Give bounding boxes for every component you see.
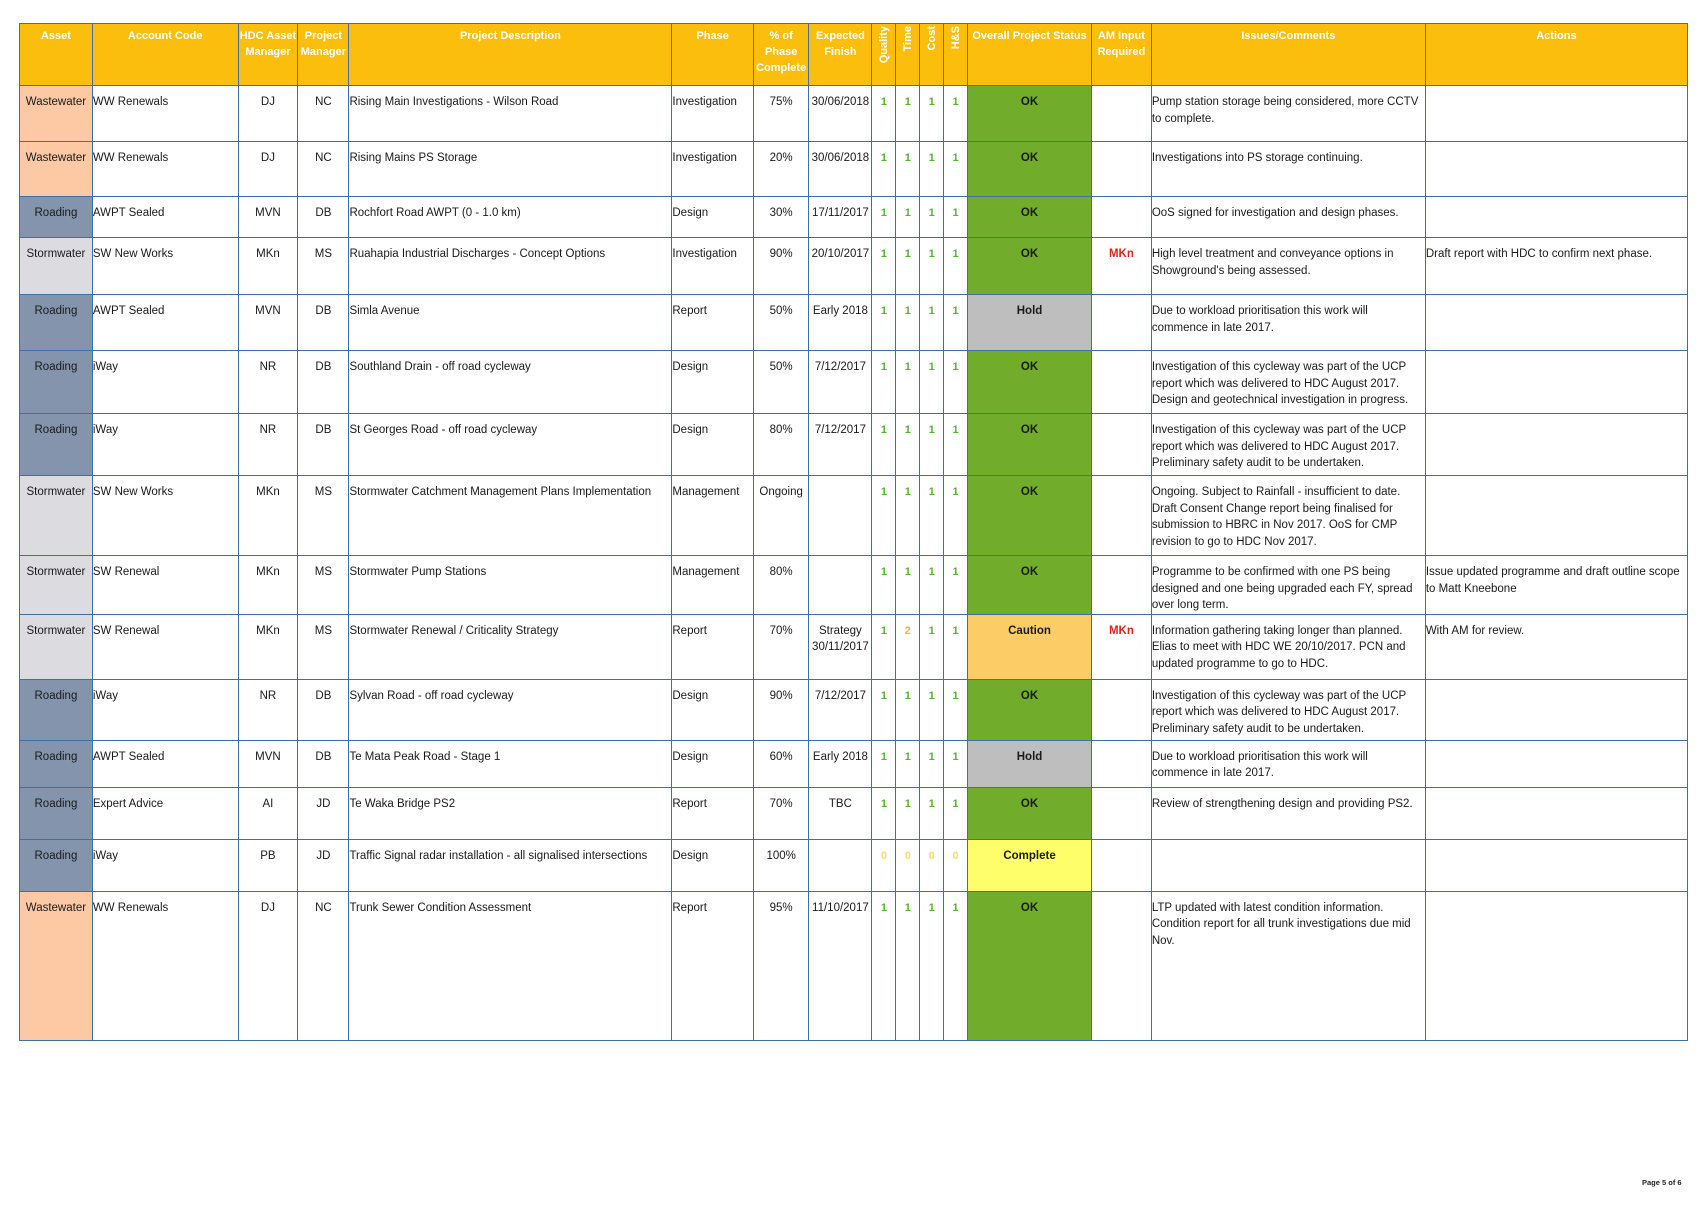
cell-quality-rating: 1: [872, 238, 896, 295]
cell-hdc-asset-manager: AI: [238, 787, 298, 839]
cell-project-manager: MS: [298, 614, 349, 679]
cell-phase: Report: [672, 614, 754, 679]
cell-cost-rating: 1: [920, 891, 944, 1040]
cell-actions: [1425, 679, 1687, 740]
header-time: [896, 24, 920, 86]
cell-asset: Roading: [20, 839, 93, 891]
cell-time-rating: 1: [896, 414, 920, 476]
cell-asset: Roading: [20, 740, 93, 787]
cell-phase: Investigation: [672, 86, 754, 142]
cell-issues: Pump station storage being considered, more CCTV to complete.: [1151, 86, 1425, 142]
cell-project-manager: DB: [298, 679, 349, 740]
cell-am-input: [1092, 414, 1152, 476]
table-row: [20, 476, 1688, 556]
cell-cost-rating: 1: [920, 295, 944, 351]
cell-percent-complete: 75%: [753, 86, 808, 142]
cell-percent-complete: 50%: [753, 351, 808, 414]
header-row: [20, 24, 1688, 86]
cell-actions: [1425, 295, 1687, 351]
cell-issues: [1151, 839, 1425, 891]
cell-am-input: [1092, 740, 1152, 787]
cell-am-input: [1092, 351, 1152, 414]
cell-project-description: Te Mata Peak Road - Stage 1: [349, 740, 672, 787]
cell-overall-status: OK: [968, 238, 1092, 295]
cell-time-rating: 1: [896, 679, 920, 740]
cell-actions: [1425, 351, 1687, 414]
cell-phase: Design: [672, 839, 754, 891]
header-am-input: AM Input Required: [1092, 24, 1152, 86]
cell-expected-finish: [809, 839, 872, 891]
cell-hdc-asset-manager: PB: [238, 839, 298, 891]
cell-hs-rating: 1: [944, 197, 968, 238]
cell-issues: Due to workload prioritisation this work will commence in late 2017.: [1151, 740, 1425, 787]
cell-account-code: iWay: [92, 414, 238, 476]
header-hs: [944, 24, 968, 86]
cell-project-description: Southland Drain - off road cycleway: [349, 351, 672, 414]
cell-cost-rating: 1: [920, 787, 944, 839]
cell-actions: [1425, 839, 1687, 891]
cell-overall-status: Caution: [968, 614, 1092, 679]
cell-quality-rating: 1: [872, 787, 896, 839]
cell-asset: Wastewater: [20, 86, 93, 142]
cell-hdc-asset-manager: DJ: [238, 142, 298, 197]
cell-actions: [1425, 86, 1687, 142]
cell-percent-complete: 60%: [753, 740, 808, 787]
cell-project-description: St Georges Road - off road cycleway: [349, 414, 672, 476]
cell-overall-status: OK: [968, 142, 1092, 197]
table-row: [20, 197, 1688, 238]
cell-account-code: iWay: [92, 679, 238, 740]
cell-hdc-asset-manager: NR: [238, 414, 298, 476]
cell-actions: [1425, 476, 1687, 556]
cell-cost-rating: 1: [920, 142, 944, 197]
cell-project-manager: DB: [298, 197, 349, 238]
header-overall-status: Overall Project Status: [968, 24, 1092, 86]
cell-hs-rating: 1: [944, 295, 968, 351]
cell-phase: Management: [672, 556, 754, 615]
cell-phase: Design: [672, 679, 754, 740]
cell-percent-complete: 90%: [753, 238, 808, 295]
cell-am-input: [1092, 891, 1152, 1040]
header-hdc-asset-manager: HDC Asset Manager: [238, 24, 298, 86]
cell-project-manager: DB: [298, 414, 349, 476]
cell-project-manager: NC: [298, 891, 349, 1040]
cell-expected-finish: Early 2018: [809, 295, 872, 351]
cell-phase: Management: [672, 476, 754, 556]
cell-overall-status: Hold: [968, 295, 1092, 351]
cell-time-rating: 1: [896, 787, 920, 839]
table-row: [20, 414, 1688, 476]
cell-am-input: [1092, 197, 1152, 238]
cell-time-rating: 1: [896, 740, 920, 787]
cell-asset: Roading: [20, 787, 93, 839]
cell-expected-finish: Strategy 30/11/2017: [809, 614, 872, 679]
cell-quality-rating: 1: [872, 86, 896, 142]
cell-hs-rating: 1: [944, 476, 968, 556]
cell-quality-rating: 1: [872, 351, 896, 414]
page-number: Page 5 of 6: [1642, 1178, 1682, 1187]
cell-overall-status: Hold: [968, 740, 1092, 787]
cell-actions: Issue updated programme and draft outline scope to Matt Kneebone: [1425, 556, 1687, 615]
cell-quality-rating: 1: [872, 891, 896, 1040]
cell-phase: Report: [672, 891, 754, 1040]
header-asset: Asset: [20, 24, 93, 86]
cell-asset: Stormwater: [20, 476, 93, 556]
header-phase: Phase: [672, 24, 754, 86]
table-row: [20, 86, 1688, 142]
cell-time-rating: 1: [896, 142, 920, 197]
cell-quality-rating: 1: [872, 614, 896, 679]
cell-phase: Investigation: [672, 238, 754, 295]
cell-expected-finish: 17/11/2017: [809, 197, 872, 238]
cell-account-code: WW Renewals: [92, 891, 238, 1040]
cell-asset: Wastewater: [20, 891, 93, 1040]
project-status-table: [19, 23, 1688, 1041]
cell-percent-complete: 90%: [753, 679, 808, 740]
cell-expected-finish: Early 2018: [809, 740, 872, 787]
cell-hdc-asset-manager: NR: [238, 351, 298, 414]
cell-asset: Stormwater: [20, 238, 93, 295]
cell-asset: Roading: [20, 414, 93, 476]
cell-account-code: AWPT Sealed: [92, 197, 238, 238]
cell-issues: Investigation of this cycleway was part of the UCP report which was delivered to HDC August 2017. Preliminary safety audit to be undertaken.: [1151, 414, 1425, 476]
cell-hdc-asset-manager: MKn: [238, 556, 298, 615]
cell-quality-rating: 1: [872, 414, 896, 476]
cell-cost-rating: 1: [920, 614, 944, 679]
cell-hs-rating: 1: [944, 891, 968, 1040]
cell-project-manager: NC: [298, 142, 349, 197]
cell-phase: Design: [672, 351, 754, 414]
cell-quality-rating: 1: [872, 679, 896, 740]
cell-hdc-asset-manager: DJ: [238, 86, 298, 142]
cell-am-input: MKn: [1092, 614, 1152, 679]
cell-actions: Draft report with HDC to confirm next phase.: [1425, 238, 1687, 295]
cell-quality-rating: 0: [872, 839, 896, 891]
cell-issues: Investigations into PS storage continuing.: [1151, 142, 1425, 197]
cell-project-description: Simla Avenue: [349, 295, 672, 351]
header-time-label: Time: [901, 26, 914, 52]
cell-hs-rating: 1: [944, 740, 968, 787]
cell-issues: OoS signed for investigation and design phases.: [1151, 197, 1425, 238]
cell-cost-rating: 1: [920, 679, 944, 740]
cell-issues: Programme to be confirmed with one PS being designed and one being upgraded each FY, spread over long term.: [1151, 556, 1425, 615]
table-row: [20, 679, 1688, 740]
cell-time-rating: 1: [896, 476, 920, 556]
cell-overall-status: OK: [968, 679, 1092, 740]
table-row: [20, 839, 1688, 891]
cell-account-code: SW Renewal: [92, 614, 238, 679]
cell-issues: High level treatment and conveyance options in Showground's being assessed.: [1151, 238, 1425, 295]
cell-hs-rating: 1: [944, 142, 968, 197]
cell-am-input: [1092, 839, 1152, 891]
cell-asset: Roading: [20, 351, 93, 414]
cell-phase: Design: [672, 740, 754, 787]
table-row: [20, 142, 1688, 197]
cell-expected-finish: 20/10/2017: [809, 238, 872, 295]
header-expected-finish: Expected Finish: [809, 24, 872, 86]
cell-expected-finish: 7/12/2017: [809, 351, 872, 414]
cell-project-manager: MS: [298, 556, 349, 615]
cell-project-description: Stormwater Renewal / Criticality Strategy: [349, 614, 672, 679]
cell-percent-complete: 70%: [753, 787, 808, 839]
cell-phase: Design: [672, 197, 754, 238]
cell-time-rating: 2: [896, 614, 920, 679]
cell-project-description: Sylvan Road - off road cycleway: [349, 679, 672, 740]
cell-asset: Roading: [20, 295, 93, 351]
cell-project-description: Rising Main Investigations - Wilson Road: [349, 86, 672, 142]
cell-actions: [1425, 414, 1687, 476]
cell-am-input: [1092, 86, 1152, 142]
cell-actions: [1425, 740, 1687, 787]
cell-hs-rating: 1: [944, 556, 968, 615]
cell-percent-complete: Ongoing: [753, 476, 808, 556]
cell-hdc-asset-manager: MVN: [238, 740, 298, 787]
cell-actions: [1425, 787, 1687, 839]
cell-time-rating: 1: [896, 891, 920, 1040]
cell-cost-rating: 1: [920, 86, 944, 142]
cell-time-rating: 1: [896, 86, 920, 142]
cell-overall-status: OK: [968, 891, 1092, 1040]
cell-account-code: Expert Advice: [92, 787, 238, 839]
cell-am-input: [1092, 295, 1152, 351]
cell-am-input: [1092, 679, 1152, 740]
cell-account-code: SW Renewal: [92, 556, 238, 615]
cell-actions: With AM for review.: [1425, 614, 1687, 679]
cell-project-description: Ruahapia Industrial Discharges - Concept Options: [349, 238, 672, 295]
cell-asset: Roading: [20, 679, 93, 740]
table-row: [20, 556, 1688, 615]
cell-phase: Report: [672, 787, 754, 839]
cell-percent-complete: 80%: [753, 556, 808, 615]
cell-cost-rating: 1: [920, 556, 944, 615]
cell-hs-rating: 1: [944, 351, 968, 414]
cell-expected-finish: 30/06/2018: [809, 142, 872, 197]
cell-phase: Investigation: [672, 142, 754, 197]
cell-expected-finish: [809, 556, 872, 615]
cell-account-code: AWPT Sealed: [92, 295, 238, 351]
cell-account-code: WW Renewals: [92, 142, 238, 197]
cell-project-description: Te Waka Bridge PS2: [349, 787, 672, 839]
cell-overall-status: OK: [968, 476, 1092, 556]
cell-percent-complete: 50%: [753, 295, 808, 351]
cell-hdc-asset-manager: MKn: [238, 614, 298, 679]
cell-quality-rating: 1: [872, 740, 896, 787]
cell-account-code: iWay: [92, 351, 238, 414]
cell-hs-rating: 1: [944, 614, 968, 679]
cell-quality-rating: 1: [872, 476, 896, 556]
cell-overall-status: OK: [968, 556, 1092, 615]
table-row: [20, 740, 1688, 787]
cell-overall-status: OK: [968, 197, 1092, 238]
cell-actions: [1425, 891, 1687, 1040]
cell-hdc-asset-manager: MVN: [238, 197, 298, 238]
cell-issues: Investigation of this cycleway was part of the UCP report which was delivered to HDC August 2017. Preliminary safety audit to be undertaken.: [1151, 679, 1425, 740]
cell-project-description: Stormwater Catchment Management Plans Implementation: [349, 476, 672, 556]
cell-time-rating: 1: [896, 238, 920, 295]
cell-overall-status: Complete: [968, 839, 1092, 891]
cell-project-manager: NC: [298, 86, 349, 142]
header-actions: Actions: [1425, 24, 1687, 86]
cell-overall-status: OK: [968, 351, 1092, 414]
header-quality: [872, 24, 896, 86]
cell-asset: Stormwater: [20, 614, 93, 679]
cell-project-manager: DB: [298, 351, 349, 414]
cell-overall-status: OK: [968, 787, 1092, 839]
table-row: [20, 238, 1688, 295]
cell-project-description: Stormwater Pump Stations: [349, 556, 672, 615]
cell-am-input: [1092, 787, 1152, 839]
cell-percent-complete: 100%: [753, 839, 808, 891]
cell-cost-rating: 1: [920, 351, 944, 414]
cell-time-rating: 1: [896, 197, 920, 238]
table-row: [20, 787, 1688, 839]
cell-project-manager: MS: [298, 476, 349, 556]
cell-cost-rating: 1: [920, 238, 944, 295]
cell-expected-finish: [809, 476, 872, 556]
header-quality-label: Quality: [877, 26, 890, 64]
header-percent-complete: % of Phase Complete: [753, 24, 808, 86]
cell-issues: Information gathering taking longer than planned. Elias to meet with HDC WE 20/10/2017. PCN and updated programme to go to HDC.: [1151, 614, 1425, 679]
header-hs-label: H&S: [949, 26, 962, 50]
cell-hdc-asset-manager: MVN: [238, 295, 298, 351]
cell-time-rating: 1: [896, 351, 920, 414]
cell-hdc-asset-manager: MKn: [238, 476, 298, 556]
cell-issues: Ongoing. Subject to Rainfall - insufficient to date. Draft Consent Change report being finalised for submission to HBRC in Nov 2017. OoS for CMP revision to go to HDC Nov 2017.: [1151, 476, 1425, 556]
cell-am-input: [1092, 476, 1152, 556]
cell-hs-rating: 1: [944, 86, 968, 142]
cell-project-manager: DB: [298, 295, 349, 351]
cell-phase: Report: [672, 295, 754, 351]
cell-account-code: SW New Works: [92, 476, 238, 556]
cell-phase: Design: [672, 414, 754, 476]
header-cost: [920, 24, 944, 86]
cell-time-rating: 1: [896, 556, 920, 615]
cell-project-description: Rising Mains PS Storage: [349, 142, 672, 197]
cell-project-manager: JD: [298, 839, 349, 891]
cell-quality-rating: 1: [872, 295, 896, 351]
cell-project-description: Trunk Sewer Condition Assessment: [349, 891, 672, 1040]
cell-issues: Due to workload prioritisation this work will commence in late 2017.: [1151, 295, 1425, 351]
cell-percent-complete: 95%: [753, 891, 808, 1040]
cell-asset: Wastewater: [20, 142, 93, 197]
cell-cost-rating: 1: [920, 740, 944, 787]
cell-cost-rating: 1: [920, 197, 944, 238]
cell-hdc-asset-manager: MKn: [238, 238, 298, 295]
cell-expected-finish: 30/06/2018: [809, 86, 872, 142]
cell-hs-rating: 1: [944, 414, 968, 476]
cell-percent-complete: 20%: [753, 142, 808, 197]
cell-cost-rating: 0: [920, 839, 944, 891]
cell-cost-rating: 1: [920, 476, 944, 556]
cell-project-manager: DB: [298, 740, 349, 787]
cell-quality-rating: 1: [872, 142, 896, 197]
cell-project-manager: MS: [298, 238, 349, 295]
cell-project-description: Rochfort Road AWPT (0 - 1.0 km): [349, 197, 672, 238]
cell-asset: Stormwater: [20, 556, 93, 615]
cell-hs-rating: 0: [944, 839, 968, 891]
cell-expected-finish: TBC: [809, 787, 872, 839]
cell-issues: LTP updated with latest condition information. Condition report for all trunk investigations due mid Nov.: [1151, 891, 1425, 1040]
header-project-description: Project Description: [349, 24, 672, 86]
table-row: [20, 295, 1688, 351]
cell-percent-complete: 70%: [753, 614, 808, 679]
cell-hs-rating: 1: [944, 679, 968, 740]
cell-project-description: Traffic Signal radar installation - all signalised intersections: [349, 839, 672, 891]
cell-hdc-asset-manager: NR: [238, 679, 298, 740]
table-row: [20, 891, 1688, 1040]
table-row: [20, 351, 1688, 414]
cell-percent-complete: 80%: [753, 414, 808, 476]
cell-issues: Investigation of this cycleway was part of the UCP report which was delivered to HDC August 2017. Design and geotechnical investigation in progress.: [1151, 351, 1425, 414]
cell-account-code: SW New Works: [92, 238, 238, 295]
cell-overall-status: OK: [968, 414, 1092, 476]
cell-am-input: [1092, 556, 1152, 615]
header-account-code: Account Code: [92, 24, 238, 86]
cell-hdc-asset-manager: DJ: [238, 891, 298, 1040]
header-project-manager: Project Manager: [298, 24, 349, 86]
header-cost-label: Cost: [925, 26, 938, 51]
cell-actions: [1425, 197, 1687, 238]
cell-time-rating: 1: [896, 295, 920, 351]
cell-am-input: [1092, 142, 1152, 197]
cell-hs-rating: 1: [944, 238, 968, 295]
cell-account-code: WW Renewals: [92, 86, 238, 142]
cell-am-input: MKn: [1092, 238, 1152, 295]
cell-project-manager: JD: [298, 787, 349, 839]
cell-overall-status: OK: [968, 86, 1092, 142]
cell-quality-rating: 1: [872, 556, 896, 615]
cell-account-code: AWPT Sealed: [92, 740, 238, 787]
cell-expected-finish: 7/12/2017: [809, 414, 872, 476]
cell-cost-rating: 1: [920, 414, 944, 476]
cell-actions: [1425, 142, 1687, 197]
cell-asset: Roading: [20, 197, 93, 238]
cell-issues: Review of strengthening design and providing PS2.: [1151, 787, 1425, 839]
cell-quality-rating: 1: [872, 197, 896, 238]
cell-expected-finish: 11/10/2017: [809, 891, 872, 1040]
cell-account-code: iWay: [92, 839, 238, 891]
cell-time-rating: 0: [896, 839, 920, 891]
table-row: [20, 614, 1688, 679]
cell-expected-finish: 7/12/2017: [809, 679, 872, 740]
cell-percent-complete: 30%: [753, 197, 808, 238]
cell-hs-rating: 1: [944, 787, 968, 839]
header-issues: Issues/Comments: [1151, 24, 1425, 86]
